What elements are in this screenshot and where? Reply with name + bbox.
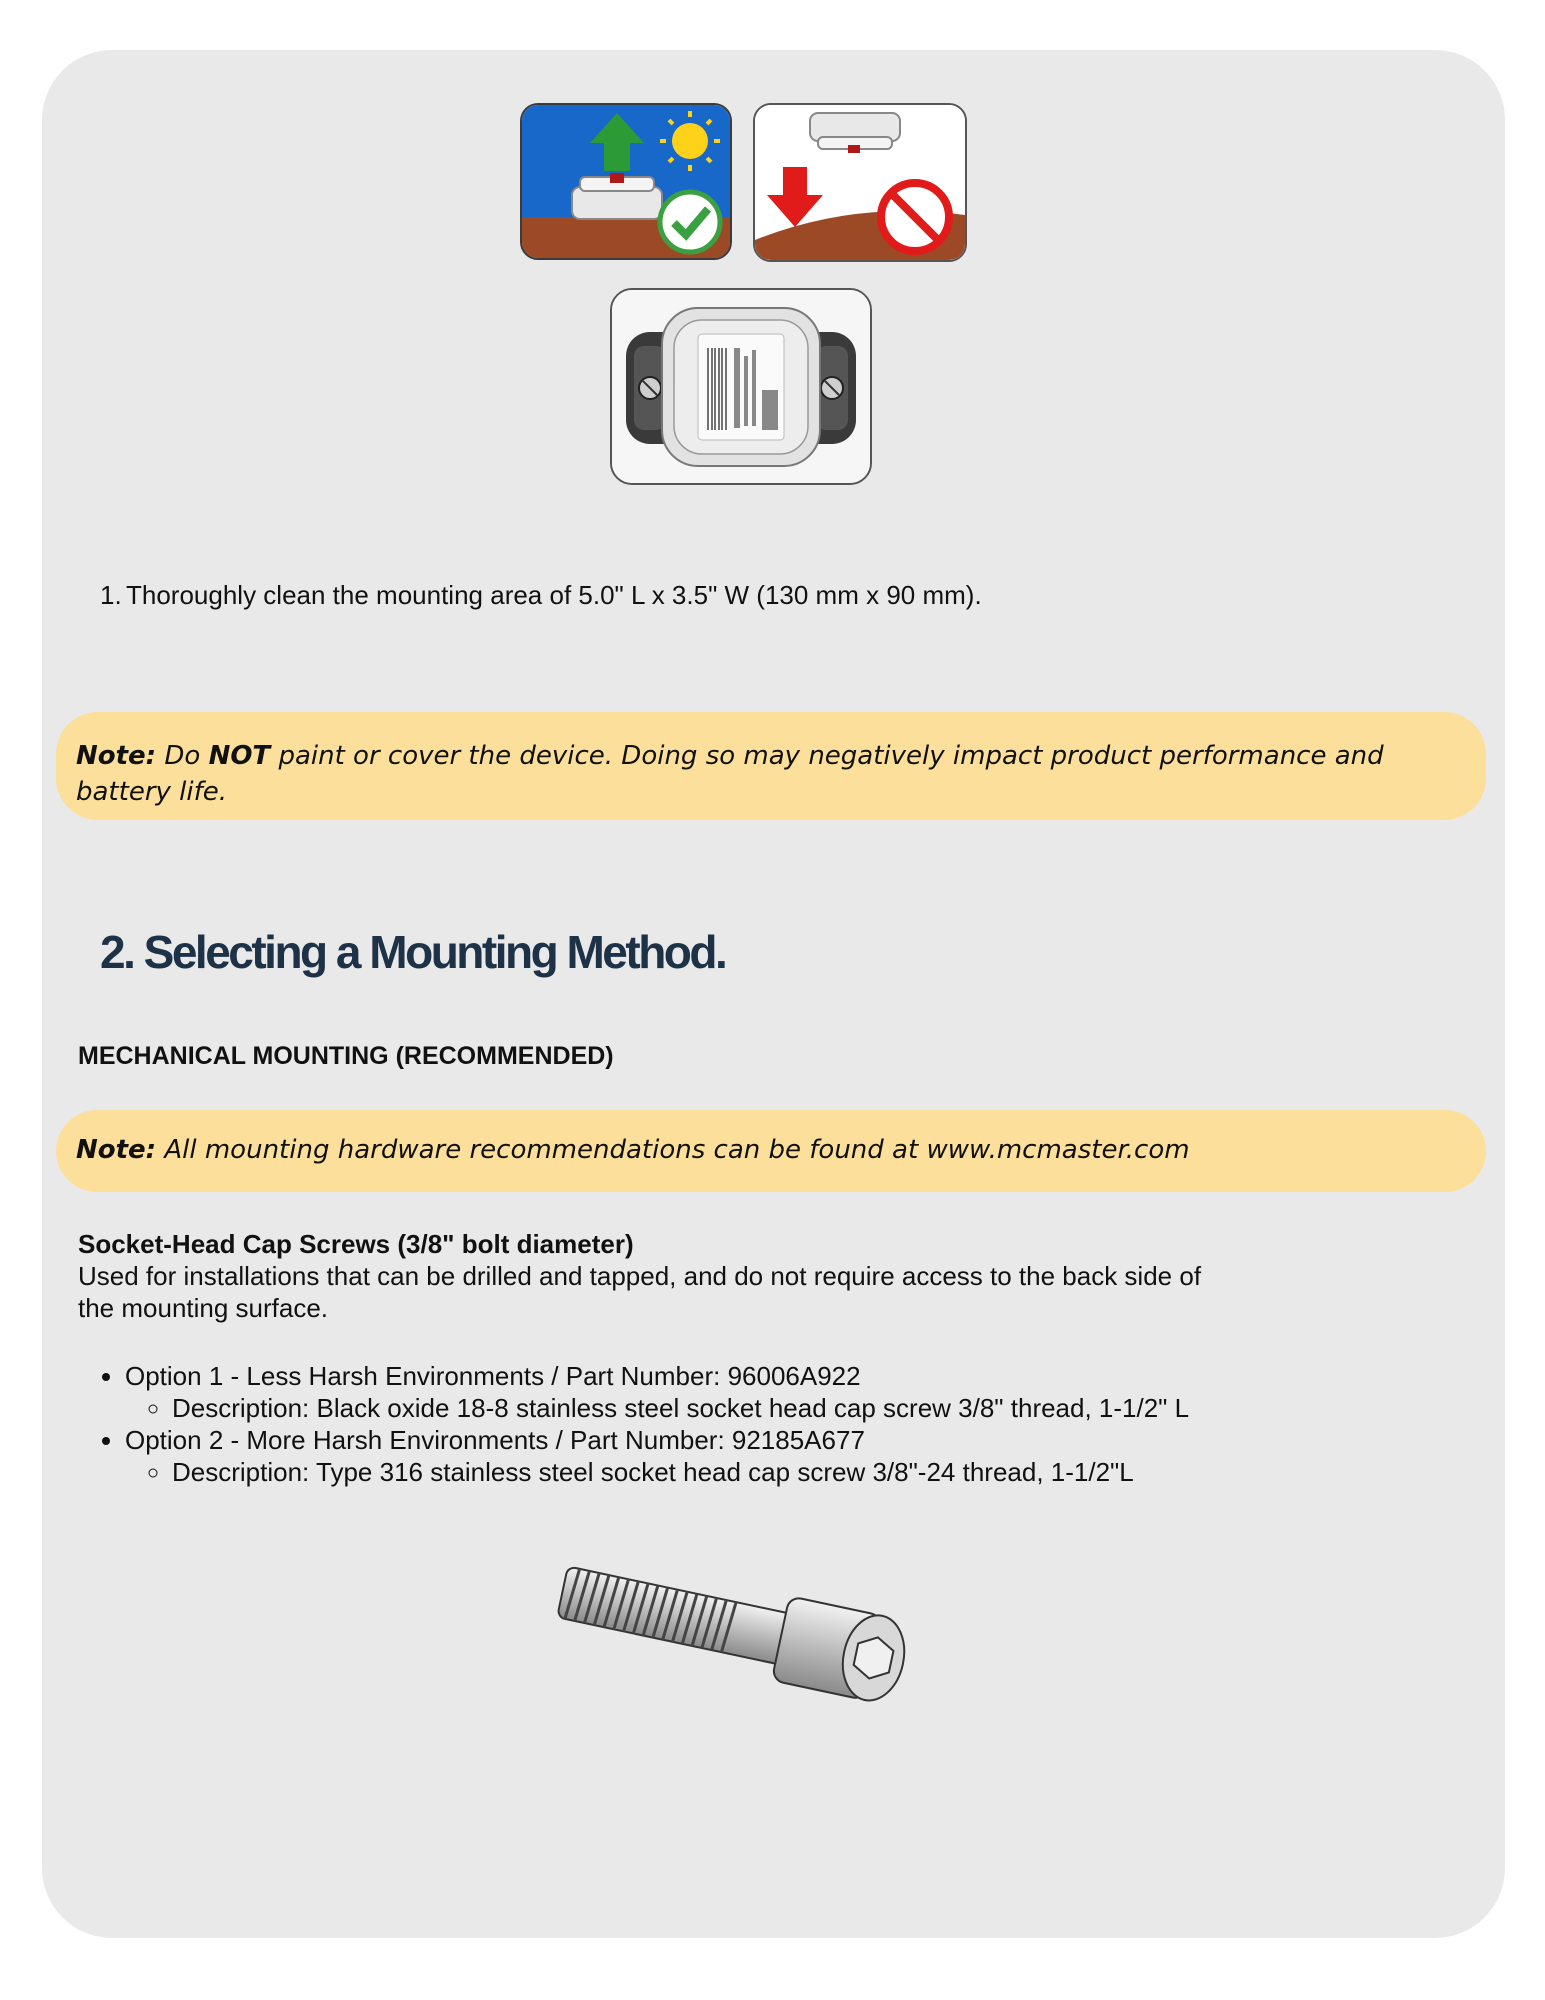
note-paint-warning bbox=[56, 712, 1486, 820]
list-item bbox=[172, 1456, 1325, 1488]
note-label: Note: bbox=[76, 1135, 157, 1165]
mechanical-mounting-subheading: MECHANICAL MOUNTING (RECOMMENDED) bbox=[78, 1042, 614, 1070]
screw-description-line-2: the mounting surface. bbox=[78, 1293, 329, 1323]
note-text-pre: Do bbox=[164, 741, 201, 771]
note-text: All mounting hardware recommendations can be found at www.mcmaster.com bbox=[164, 1135, 1190, 1165]
socket-head-cap-screw-image bbox=[545, 1555, 995, 1725]
list-item bbox=[125, 1360, 1325, 1424]
device-bracket-image bbox=[610, 288, 872, 485]
option-label: Option 2 - More Harsh Environments / Part Number: 92185A677 bbox=[125, 1425, 865, 1455]
wrong-orientation-icon bbox=[753, 103, 967, 262]
section-heading: 2. Selecting a Mounting Method. bbox=[100, 926, 726, 978]
list-item bbox=[172, 1392, 1325, 1424]
step-text: Thoroughly clean the mounting area of 5.0" L x 3.5" W (130 mm x 90 mm). bbox=[126, 580, 982, 610]
correct-orientation-icon bbox=[520, 103, 732, 260]
option-description: Description: Black oxide 18-8 stainless steel socket head cap screw 3/8" thread, 1-1/2" L bbox=[172, 1393, 1190, 1423]
note-emphasis: NOT bbox=[208, 741, 271, 771]
step-1 bbox=[100, 580, 982, 611]
screw-description bbox=[78, 1260, 1201, 1324]
screw-description-line-1: Used for installations that can be drilled and tapped, and do not require access to the back side of bbox=[78, 1261, 1202, 1291]
screw-title: Socket-Head Cap Screws (3/8" bolt diameter) bbox=[78, 1229, 634, 1259]
list-item bbox=[125, 1424, 1325, 1488]
option-description: Description: Type 316 stainless steel socket head cap screw 3/8"-24 thread, 1-1/2"L bbox=[172, 1457, 1134, 1487]
screw-options-list bbox=[78, 1360, 1325, 1488]
note-text-rest: paint or cover the device. Doing so may negatively impact product performance and battery life. bbox=[76, 741, 1384, 807]
note-hardware-source bbox=[56, 1110, 1486, 1192]
note-label: Note: bbox=[76, 741, 157, 771]
step-number: 1. bbox=[100, 580, 122, 610]
option-label: Option 1 - Less Harsh Environments / Part Number: 96006A922 bbox=[125, 1361, 861, 1391]
